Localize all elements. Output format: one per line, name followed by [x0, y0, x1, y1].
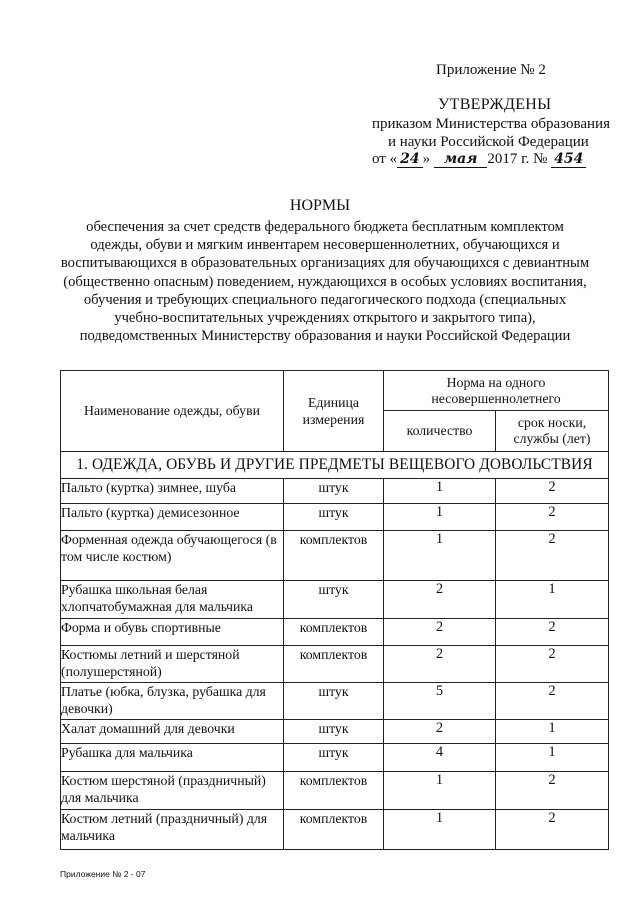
cell-term: 2	[496, 772, 609, 810]
page-footer: Приложение № 2 - 07	[60, 869, 146, 879]
header-quantity: количество	[384, 411, 496, 452]
cell-unit: штук	[284, 744, 384, 772]
cell-term: 2	[496, 479, 609, 504]
cell-quantity: 4	[384, 744, 496, 772]
header-unit-line-2: измерения	[302, 412, 365, 427]
cell-name: Костюм шерстяной (праздничный) для мальчика	[61, 772, 284, 810]
subtitle-line: учебно-воспитательных учреждениях открытого и закрытого типа),	[114, 310, 536, 327]
cell-name: Рубашка школьная белая хлопчатобумажная для мальчика	[61, 581, 284, 619]
header-unit	[284, 371, 384, 452]
table-row	[61, 531, 609, 581]
order-quote-close: »	[422, 151, 431, 167]
header-term-line-1: срок носки,	[517, 415, 587, 430]
cell-unit: комплектов	[284, 772, 384, 810]
subtitle-line: (общественно опасным) поведением, нуждающихся в особых условиях воспитания,	[63, 273, 587, 290]
subtitle-line: одежды, обуви и мягким инвентарем несовершеннолетних, обучающихся и	[90, 237, 560, 254]
order-number: 454	[551, 151, 586, 168]
cell-unit: штук	[284, 504, 384, 531]
table-row	[61, 683, 609, 720]
table-row	[61, 581, 609, 619]
document-title: НОРМЫ	[289, 197, 351, 214]
order-month: мая	[434, 151, 488, 168]
cell-name: Халат домашний для девочки	[61, 720, 284, 744]
cell-unit: штук	[284, 479, 384, 504]
table-row	[61, 810, 609, 850]
cell-term: 1	[496, 581, 609, 619]
document-subtitle	[50, 218, 600, 345]
table-row	[61, 504, 609, 531]
cell-unit: комплектов	[284, 619, 384, 646]
order-day: 24	[397, 151, 422, 168]
header-name: Наименование одежды, обуви	[61, 371, 284, 452]
cell-name: Пальто (куртка) демисезонное	[61, 504, 284, 531]
cell-term: 2	[496, 646, 609, 683]
cell-unit: комплектов	[284, 531, 384, 581]
cell-quantity: 2	[384, 619, 496, 646]
cell-quantity: 5	[384, 683, 496, 720]
cell-term: 1	[496, 744, 609, 772]
cell-name: Костюмы летний и шерстяной (полушерстяной)	[61, 646, 284, 683]
cell-unit: штук	[284, 683, 384, 720]
cell-quantity: 1	[384, 772, 496, 810]
header-norm: Норма на одного несовершеннолетнего	[384, 371, 609, 411]
cell-term: 2	[496, 504, 609, 531]
table-row	[61, 646, 609, 683]
table-row	[61, 744, 609, 772]
cell-unit: комплектов	[284, 810, 384, 850]
header-unit-line-1: Единица	[307, 395, 360, 410]
order-date-line	[372, 151, 586, 168]
order-line-2: и науки Российской Федерации	[388, 134, 589, 150]
cell-unit: комплектов	[284, 646, 384, 683]
cell-name: Платье (юбка, блузка, рубашка для девочки)	[61, 683, 284, 720]
cell-term: 2	[496, 683, 609, 720]
approved-heading: УТВЕРЖДЕНЫ	[438, 96, 552, 113]
subtitle-line: обеспечения за счет средств федерального бюджета бесплатным комплектом	[86, 219, 564, 235]
cell-quantity: 1	[384, 479, 496, 504]
cell-name: Пальто (куртка) зимнее, шуба	[61, 479, 284, 504]
cell-term: 2	[496, 810, 609, 850]
table-row	[61, 772, 609, 810]
cell-quantity: 1	[384, 531, 496, 581]
order-number-label: №	[533, 151, 548, 167]
cell-quantity: 2	[384, 646, 496, 683]
section-heading: 1. ОДЕЖДА, ОБУВЬ И ДРУГИЕ ПРЕДМЕТЫ ВЕЩЕВОГО ДОВОЛЬСТВИЯ	[61, 452, 609, 479]
header-term	[496, 411, 609, 452]
table-row	[61, 619, 609, 646]
order-line-1: приказом Министерства образования	[372, 116, 610, 132]
cell-term: 1	[496, 720, 609, 744]
table-row	[61, 720, 609, 744]
cell-name: Рубашка для мальчика	[61, 744, 284, 772]
cell-quantity: 2	[384, 581, 496, 619]
cell-quantity: 2	[384, 720, 496, 744]
cell-unit: штук	[284, 720, 384, 744]
cell-name: Костюм летний (праздничный) для мальчика	[61, 810, 284, 850]
order-year: 2017 г.	[487, 151, 530, 167]
order-from: от «	[372, 151, 398, 167]
cell-term: 2	[496, 619, 609, 646]
subtitle-line: обучения и требующих специального педагогического подхода (специальных	[83, 291, 567, 308]
cell-term: 2	[496, 531, 609, 581]
appendix-label: Приложение № 2	[436, 62, 546, 78]
norms-table	[60, 370, 609, 850]
cell-name: Форма и обувь спортивные	[61, 619, 284, 646]
subtitle-line: подведомственных Министерству образования и науки Российской Федерации	[79, 328, 571, 345]
cell-quantity: 1	[384, 504, 496, 531]
header-term-line-2: службы (лет)	[513, 431, 591, 446]
cell-quantity: 1	[384, 810, 496, 850]
cell-name: Форменная одежда обучающегося (в том числе костюм)	[61, 531, 284, 581]
table-row	[61, 479, 609, 504]
subtitle-line: воспитывающихся в образовательных организациях для обучающихся с девиантным	[60, 255, 590, 272]
cell-unit: штук	[284, 581, 384, 619]
